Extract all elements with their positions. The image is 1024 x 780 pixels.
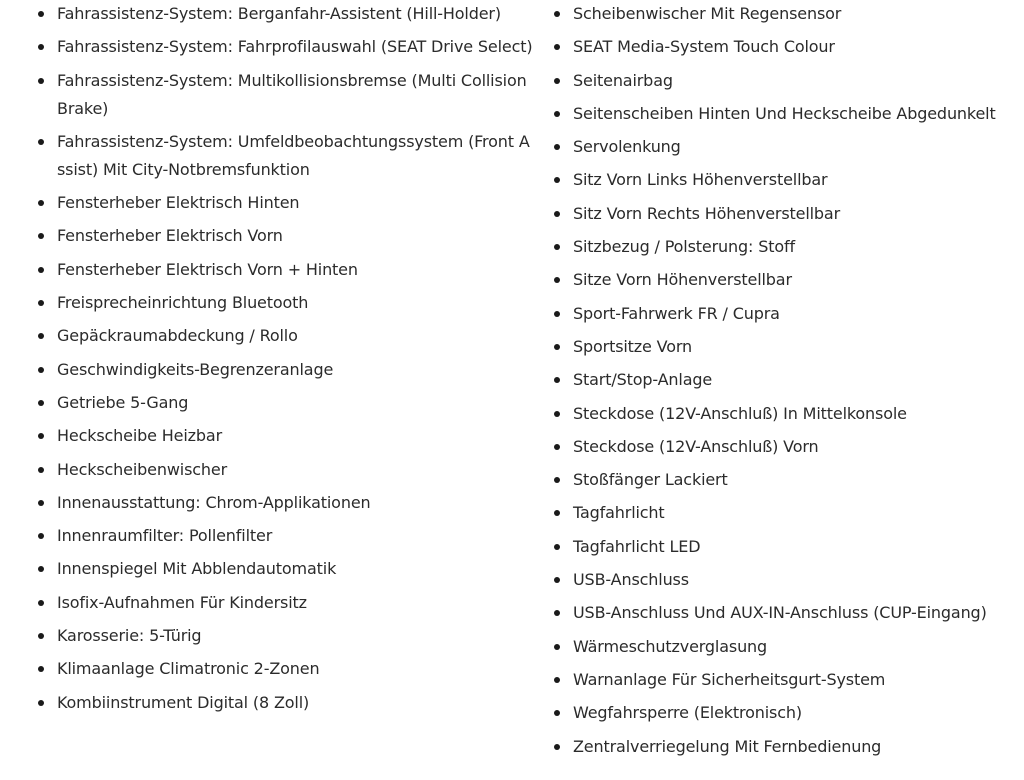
feature-label: Gepäckraumabdeckung / Rollo [57,326,298,346]
list-item [36,422,536,450]
feature-label: Scheibenwischer Mit Regensensor [573,4,842,23]
bullet-icon [554,544,560,550]
feature-label: Fahrassistenz-System: Berganfahr-Assistent (Hill-Holder) [57,4,501,23]
bullet-icon [38,11,44,17]
bullet-icon [554,311,560,317]
bullet-icon [554,78,560,84]
bullet-icon [38,367,44,373]
list-item [552,300,1020,328]
feature-label: Karosserie: 5-Türig [57,626,202,646]
feature-label: Warnanlage Für Sicherheitsgurt-System [573,669,886,689]
list-item [552,0,1020,28]
feature-label: Innenraumfilter: Pollenfilter [57,526,273,546]
feature-label: Wärmeschutzverglasung [573,636,768,656]
bullet-icon [554,610,560,616]
bullet-icon [554,510,560,516]
bullet-icon [554,710,560,716]
list-item [552,200,1020,228]
bullet-icon [554,111,560,117]
bullet-icon [38,139,44,145]
bullet-icon [554,144,560,150]
bullet-icon [38,700,44,706]
bullet-icon [38,78,44,84]
feature-label: Freisprecheinrichtung Bluetooth [57,293,309,313]
bullet-icon [554,177,560,183]
feature-label: Servolenkung [573,137,681,157]
feature-label: Fahrassistenz-System: Umfeldbeobachtungssystem (Front Assist) Mit City-Notbremsfunktion [57,131,530,179]
list-item [36,389,536,417]
bullet-icon [554,344,560,350]
list-item [36,128,536,184]
feature-label: Geschwindigkeits-Begrenzeranlage [57,359,334,379]
list-item [36,489,536,517]
list-item [552,466,1020,494]
list-item [36,456,536,484]
feature-label: Sitze Vorn Höhenverstellbar [573,270,792,290]
list-item [36,589,536,617]
bullet-icon [554,211,560,217]
bullet-icon [554,44,560,50]
feature-label: Sportsitze Vorn [573,336,693,356]
feature-label: Steckdose (12V-Anschluß) Vorn [573,436,819,456]
bullet-icon [38,267,44,273]
list-item [552,33,1020,61]
feature-label: Steckdose (12V-Anschluß) In Mittelkonsole [573,403,907,423]
bullet-icon [38,500,44,506]
feature-label: Seitenscheiben Hinten Und Heckscheibe Abgedunkelt [573,103,996,123]
bullet-icon [554,411,560,417]
feature-label: Innenausstattung: Chrom-Applikationen [57,492,371,512]
bullet-icon [38,333,44,339]
list-item [552,166,1020,194]
list-item [552,733,1020,761]
list-item [552,333,1020,361]
feature-label: Heckscheibe Heizbar [57,426,222,446]
list-item [36,356,536,384]
bullet-icon [38,200,44,206]
bullet-icon [554,277,560,283]
list-item [552,100,1020,128]
bullet-icon [554,644,560,650]
feature-label: Fahrassistenz-System: Fahrprofilauswahl (SEAT Drive Select) [57,37,533,57]
list-item [36,689,536,717]
feature-label: SEAT Media-System Touch Colour [573,37,835,57]
feature-label: Zentralverriegelung Mit Fernbedienung [573,736,882,756]
bullet-icon [38,600,44,606]
bullet-icon [554,577,560,583]
bullet-icon [38,44,44,50]
feature-label: Tagfahrlicht LED [573,536,701,556]
feature-label: Seitenairbag [573,70,673,90]
feature-label: USB-Anschluss [573,570,689,590]
list-item [36,655,536,683]
list-item [36,522,536,550]
bullet-icon [554,244,560,250]
feature-label: Start/Stop-Anlage [573,370,713,390]
feature-label: Sport-Fahrwerk FR / Cupra [573,303,780,323]
bullet-icon [38,467,44,473]
list-item [552,133,1020,161]
list-item [552,666,1020,694]
feature-label: Stoßfänger Lackiert [573,470,728,490]
feature-label: Sitz Vorn Rechts Höhenverstellbar [573,203,841,223]
feature-label: Heckscheibenwischer [57,459,228,479]
feature-label: Fensterheber Elektrisch Vorn + Hinten [57,259,358,279]
feature-label: Isofix-Aufnahmen Für Kindersitz [57,592,307,612]
feature-label: Wegfahrsperre (Elektronisch) [573,703,802,723]
list-item [552,400,1020,428]
bullet-icon [554,677,560,683]
bullet-icon [554,377,560,383]
list-item [552,633,1020,661]
bullet-icon [554,744,560,750]
list-item [552,499,1020,527]
list-item [552,233,1020,261]
list-item [552,266,1020,294]
feature-list-left [36,0,536,722]
feature-label: Klimaanlage Climatronic 2-Zonen [57,659,320,679]
list-item [36,33,536,61]
list-item [36,555,536,583]
feature-label: Innenspiegel Mit Abblendautomatik [57,559,337,579]
list-item [36,222,536,250]
list-item [552,699,1020,727]
list-item [36,256,536,284]
feature-label: Fensterheber Elektrisch Vorn [57,226,283,246]
list-item [552,533,1020,561]
bullet-icon [38,566,44,572]
list-item [36,67,536,123]
bullet-icon [554,477,560,483]
list-item [36,289,536,317]
bullet-icon [38,633,44,639]
feature-label: USB-Anschluss Und AUX-IN-Anschluss (CUP-Eingang) [573,603,987,623]
bullet-icon [38,666,44,672]
feature-label: Fahrassistenz-System: Multikollisionsbremse (Multi Collision Brake) [57,70,527,118]
feature-list-right [552,0,1020,766]
list-item [36,189,536,217]
bullet-icon [38,433,44,439]
feature-label: Kombiinstrument Digital (8 Zoll) [57,692,310,712]
feature-label: Getriebe 5-Gang [57,392,189,412]
feature-label: Tagfahrlicht [573,503,665,523]
feature-label: Sitz Vorn Links Höhenverstellbar [573,170,828,190]
list-item [552,566,1020,594]
feature-label: Sitzbezug / Polsterung: Stoff [573,237,795,257]
bullet-icon [554,11,560,17]
list-item [36,322,536,350]
list-item [36,0,536,28]
list-item [552,366,1020,394]
feature-label: Fensterheber Elektrisch Hinten [57,193,300,213]
bullet-icon [38,300,44,306]
bullet-icon [38,400,44,406]
list-item [552,599,1020,627]
bullet-icon [38,533,44,539]
list-item [552,433,1020,461]
list-item [36,622,536,650]
bullet-icon [38,233,44,239]
bullet-icon [554,444,560,450]
list-item [552,67,1020,95]
